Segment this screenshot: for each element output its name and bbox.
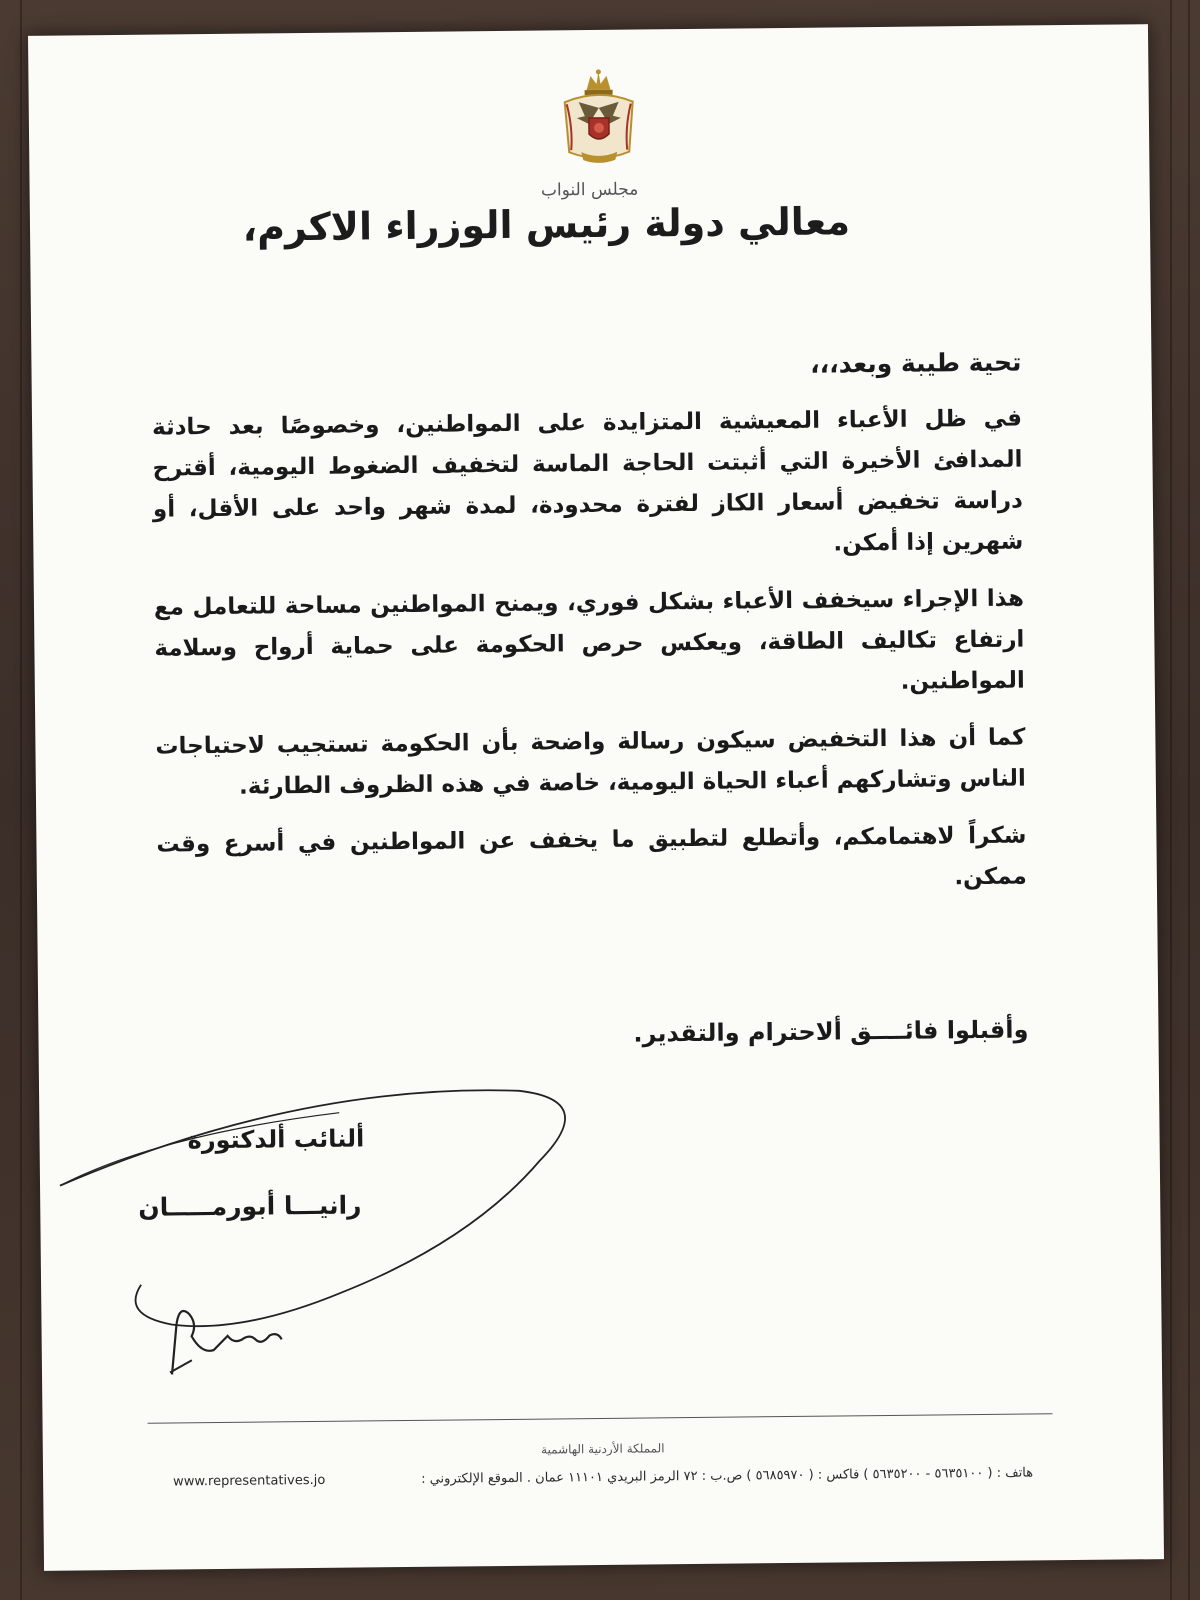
jordan-coat-of-arms-icon bbox=[556, 67, 641, 168]
signer-title: ألنائب ألدكتورة bbox=[187, 1124, 365, 1155]
contact-details: هاتف : ( ٥٦٣٥١٠٠ - ٥٦٣٥٢٠٠ ) فاكس : ( ٥٦٨٥٩٧٠ ) ص.ب : ٧٢ الرمز البريدي ١١١٠١ عمان . الموقع الإلكتروني : bbox=[421, 1465, 1034, 1487]
letter-page bbox=[28, 24, 1164, 1571]
closing-line: وأقبلوا فائــــق ألاحترام والتقدير. bbox=[633, 1015, 1029, 1048]
paragraph: في ظل الأعباء المعيشية المتزايدة على المواطنين، وخصوصًا بعد حادثة المدافئ الأخيرة التي أثبتت الحاجة الماسة لتخفيف الضغوط اليومية، أقترح دراسة تخفيض أسعار الكاز لفترة محدودة، لمدة شهر واحد على الأقل، أو شهرين إذا أمكن. bbox=[151, 405, 1024, 557]
salutation: معالي دولة رئيس الوزراء الاكرم، bbox=[242, 199, 851, 250]
greeting: تحية طيبة وبعد،،، bbox=[810, 347, 1022, 379]
paragraph: كما أن هذا التخفيض سيكون رسالة واضحة بأن الحكومة تستجيب لاحتياجات الناس وتشاركهم أعباء الحياة اليومية، خاصة في هذه الظروف الطارئة. bbox=[155, 724, 1026, 800]
footer-contact-line bbox=[173, 1465, 1033, 1489]
institution-name: مجلس النواب bbox=[540, 179, 639, 201]
footer-kingdom: المملكة الأردنية الهاشمية bbox=[541, 1441, 665, 1457]
handwritten-signature bbox=[39, 1070, 602, 1376]
footer-divider bbox=[148, 1413, 1053, 1423]
website-link[interactable]: www.representatives.jo bbox=[173, 1472, 326, 1490]
paragraph: هذا الإجراء سيخفف الأعباء بشكل فوري، ويمنح المواطنين مساحة للتعامل مع ارتفاع تكاليف الطاقة، ويعكس حرص الحكومة على حماية أرواح وسلامة المواطنين. bbox=[153, 585, 1025, 695]
signer-name: رانيـــا أبورمـــــان bbox=[138, 1190, 362, 1222]
paragraph: شكراً لاهتمامكم، وأتطلع لتطبيق ما يخفف عن المواطنين في أسرع وقت ممكن. bbox=[156, 822, 1027, 891]
letter-body bbox=[151, 348, 1027, 923]
